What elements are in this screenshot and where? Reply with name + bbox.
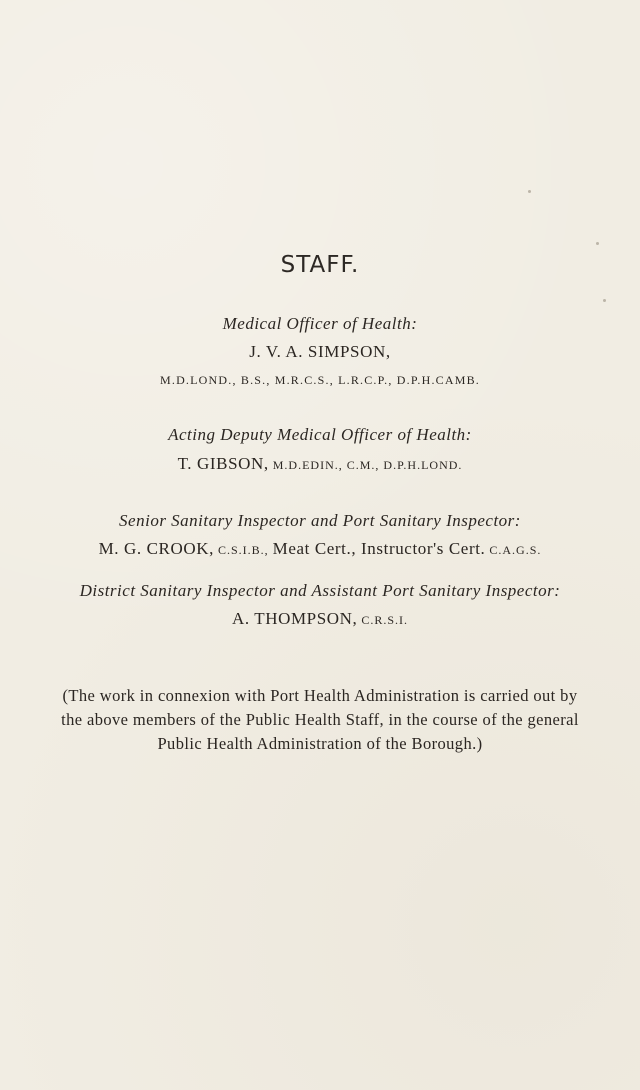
senior-qualifications-2: C.A.G.S. <box>489 543 542 557</box>
senior-certificates: Meat Cert., Instructor's Cert. <box>272 539 486 558</box>
district-entry <box>0 609 640 629</box>
district-qualifications: C.R.S.I. <box>361 613 409 627</box>
senior-entry <box>0 539 640 559</box>
deputy-name: T. GIBSON, <box>177 454 269 473</box>
deputy-qualifications: M.D.EDIN., C.M., D.P.H.LOND. <box>272 458 463 472</box>
senior-qualifications-1: C.S.I.B., <box>217 543 269 557</box>
paper-speck <box>603 299 606 302</box>
note-line-3: Public Health Administration of the Borough.) <box>157 734 483 753</box>
senior-role: Senior Sanitary Inspector and Port Sanitary Inspector: <box>119 511 521 530</box>
page-title: STAFF. <box>280 252 360 278</box>
moh-role: Medical Officer of Health: <box>222 314 418 333</box>
note-line-2: the above members of the Public Health Staff, in the course of the general <box>61 710 579 729</box>
moh-qualifications: M.D.LOND., B.S., M.R.C.S., L.R.C.P., D.P.H.CAMB. <box>160 373 480 387</box>
district-role: District Sanitary Inspector and Assistant Port Sanitary Inspector: <box>79 581 561 600</box>
district-name: A. THOMPSON, <box>231 609 358 628</box>
deputy-role: Acting Deputy Medical Officer of Health: <box>168 425 472 444</box>
moh-name: J. V. A. SIMPSON, <box>249 342 391 361</box>
note-line-1: (The work in connexion with Port Health Administration is carried out by <box>62 686 578 705</box>
senior-name: M. G. CROOK, <box>98 539 214 558</box>
paper-speck <box>528 190 531 193</box>
paper-speck <box>596 242 599 245</box>
deputy-entry <box>0 454 640 474</box>
